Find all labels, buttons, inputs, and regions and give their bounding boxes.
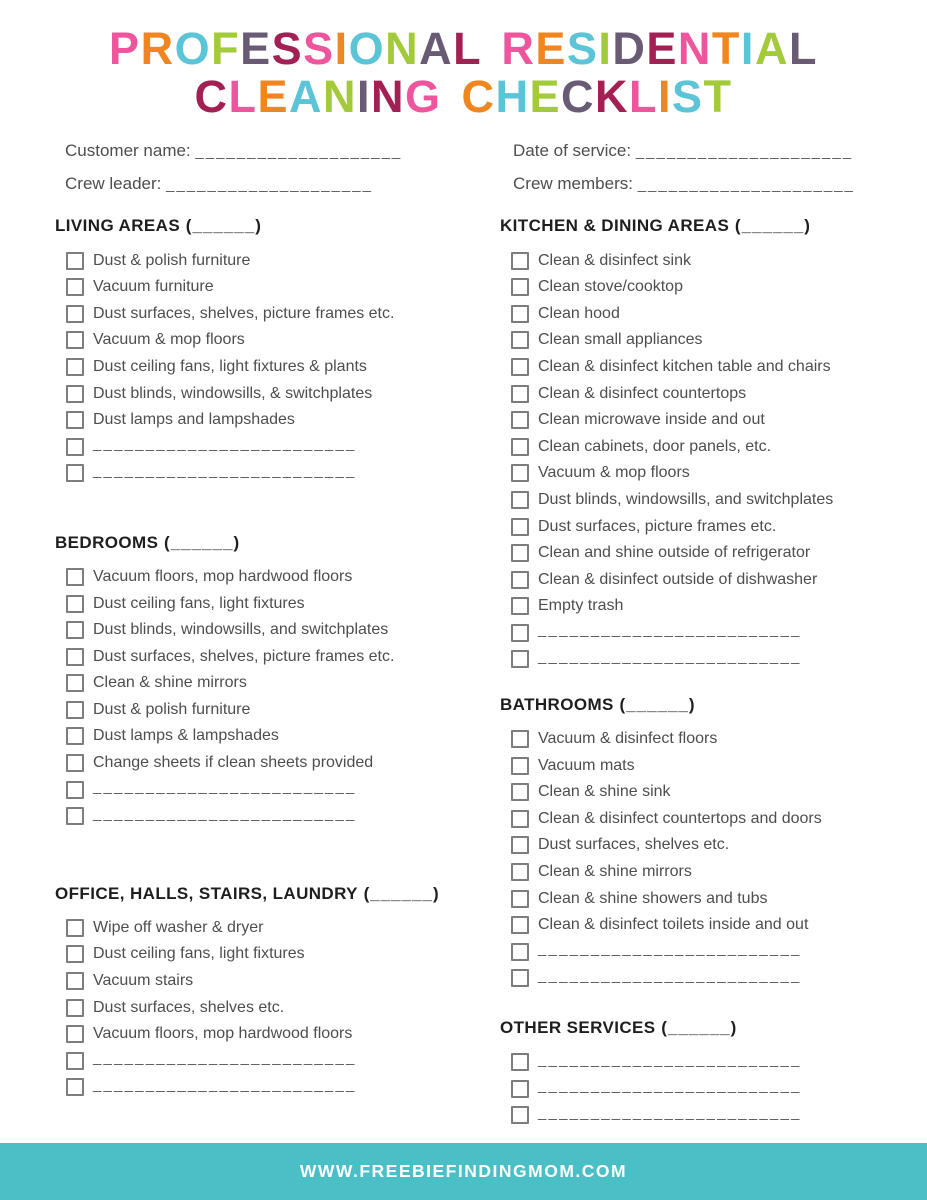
title-line-2	[0, 73, 927, 121]
checklist-item-label: Dust surfaces, shelves etc.	[538, 836, 730, 854]
title-letter: E	[646, 23, 678, 74]
crew-members-line[interactable]: _____________________	[637, 176, 855, 194]
section-heading-text: OFFICE, HALLS, STAIRS, LAUNDRY	[55, 883, 358, 903]
checklist-row	[55, 643, 500, 670]
section-heading	[55, 216, 500, 236]
checkbox[interactable]	[66, 754, 84, 772]
checkbox[interactable]	[66, 1078, 84, 1096]
title-letter: S	[303, 23, 335, 74]
checklist-item-label: Dust lamps and lampshades	[93, 411, 295, 429]
blank-line[interactable]: _________________________	[93, 804, 357, 822]
checklist-row	[500, 460, 927, 487]
checklist-row	[55, 274, 500, 301]
checklist-item-label: Vacuum mats	[538, 756, 635, 774]
section-heading	[500, 695, 927, 715]
checkbox[interactable]	[66, 568, 84, 586]
checklist-blank-row	[55, 460, 500, 487]
checkbox[interactable]	[511, 464, 529, 482]
checklist-row	[55, 407, 500, 434]
checkbox[interactable]	[511, 757, 529, 775]
checkbox[interactable]	[511, 491, 529, 509]
section-count-blank[interactable]: (______)	[613, 694, 696, 714]
title-letter: L	[629, 71, 659, 123]
checklist-item-label: Clean & shine showers and tubs	[538, 889, 768, 907]
checkbox[interactable]	[511, 597, 529, 615]
checkbox[interactable]	[511, 836, 529, 854]
checklist-blank-row	[500, 646, 927, 673]
title-letter: F	[211, 23, 241, 74]
checklist-blank-row	[500, 965, 927, 992]
checkbox[interactable]	[511, 1053, 529, 1071]
title-letter: O	[348, 23, 386, 74]
checkbox[interactable]	[511, 571, 529, 589]
blank-line[interactable]: _________________________	[538, 1050, 802, 1068]
right-column	[500, 216, 927, 1128]
checkbox[interactable]	[511, 783, 529, 801]
checklist-item-label: Change sheets if clean sheets provided	[93, 754, 374, 772]
checklist-item-label: Vacuum stairs	[93, 972, 194, 990]
checklist-row	[500, 247, 927, 274]
blank-line[interactable]: _________________________	[538, 940, 802, 958]
checklist-row	[500, 806, 927, 833]
checklist-row	[55, 994, 500, 1021]
checkbox[interactable]	[66, 252, 84, 270]
section	[500, 695, 927, 992]
checklist-row	[55, 590, 500, 617]
title-letter	[481, 23, 501, 74]
checkbox[interactable]	[511, 385, 529, 403]
checkbox[interactable]	[66, 727, 84, 745]
section-heading-text: BEDROOMS	[55, 532, 159, 552]
checkbox[interactable]	[511, 278, 529, 296]
title-letter: I	[334, 23, 349, 74]
checkbox[interactable]	[66, 999, 84, 1017]
checklist-row	[55, 941, 500, 968]
checkbox[interactable]	[66, 648, 84, 666]
title-letter: A	[419, 23, 454, 74]
title-letter: C	[194, 71, 229, 123]
date-of-service-label: Date of service:	[513, 141, 632, 161]
blank-line[interactable]: _________________________	[538, 1103, 802, 1121]
title-letter: H	[495, 71, 530, 123]
checklist-item-label: Clean & shine mirrors	[538, 863, 692, 881]
checklist-row	[55, 354, 500, 381]
section-count-blank[interactable]: (______)	[180, 216, 262, 236]
checklist-item-label: Empty trash	[538, 597, 624, 615]
title-letter: P	[109, 23, 141, 74]
checklist-item-label: Clean & disinfect countertops and doors	[538, 809, 822, 827]
checkbox[interactable]	[66, 701, 84, 719]
checklist-row	[500, 832, 927, 859]
checklist-item-label: Clean & shine mirrors	[93, 674, 247, 692]
blank-line[interactable]: _________________________	[538, 1077, 802, 1095]
checkbox[interactable]	[66, 945, 84, 963]
checklist-item-label: Dust blinds, windowsills, and switchplates	[538, 490, 834, 508]
checklist-row	[55, 380, 500, 407]
crew-members-label: Crew members:	[513, 174, 633, 194]
checkbox[interactable]	[66, 1052, 84, 1070]
title-letter: A	[288, 71, 323, 123]
blank-line[interactable]: _________________________	[538, 621, 802, 639]
checkbox[interactable]	[66, 1025, 84, 1043]
checkbox[interactable]	[66, 358, 84, 376]
checklist-item-label: Dust surfaces, shelves, picture frames etc.	[93, 304, 395, 322]
left-column	[55, 216, 500, 1128]
checkbox[interactable]	[66, 305, 84, 323]
checklist-item-label: Clean & disinfect sink	[538, 251, 691, 269]
crew-leader-label: Crew leader:	[65, 174, 162, 194]
title-letter: I	[356, 71, 371, 123]
checkbox[interactable]	[511, 810, 529, 828]
crew-leader-line[interactable]: ____________________	[166, 176, 373, 194]
title-letter: I	[740, 23, 755, 74]
checklist-item-label: Clean & disinfect kitchen table and chairs	[538, 357, 831, 375]
checkbox[interactable]	[511, 305, 529, 323]
checklist-item-label: Vacuum & mop floors	[538, 464, 690, 482]
checkbox[interactable]	[66, 807, 84, 825]
checklist-blank-row	[500, 620, 927, 647]
title-letter: N	[322, 71, 357, 123]
checkbox[interactable]	[66, 438, 84, 456]
title-letter: O	[174, 23, 212, 74]
section-heading-text: KITCHEN & DINING AREAS	[500, 216, 730, 236]
title-letter: E	[529, 71, 562, 123]
title-letter: I	[598, 23, 613, 74]
checkbox[interactable]	[511, 730, 529, 748]
title-line-1	[0, 25, 927, 73]
checkbox[interactable]	[66, 621, 84, 639]
title-letter: E	[240, 23, 272, 74]
title-letter: T	[703, 71, 733, 123]
checklist-item-label: Clean microwave inside and out	[538, 411, 765, 429]
checklist-row	[500, 540, 927, 567]
title-letter: L	[788, 23, 818, 74]
title-letter: D	[612, 23, 647, 74]
checklist-row	[500, 300, 927, 327]
checklist-row	[500, 885, 927, 912]
checklist-row	[500, 566, 927, 593]
checkbox[interactable]	[511, 252, 529, 270]
checklist-row	[55, 617, 500, 644]
checklist-item-label: Vacuum & disinfect floors	[538, 730, 718, 748]
checklist-item-label: Clean & disinfect countertops	[538, 384, 747, 402]
section	[500, 1018, 927, 1129]
checkbox[interactable]	[511, 544, 529, 562]
checklist-item-label: Dust ceiling fans, light fixtures	[93, 594, 305, 612]
checkbox[interactable]	[66, 674, 84, 692]
section-heading	[500, 216, 927, 236]
blank-line[interactable]: _________________________	[538, 647, 802, 665]
checklist-item-label: Dust ceiling fans, light fixtures & plants	[93, 357, 367, 375]
section	[55, 533, 500, 830]
checklist-row	[500, 407, 927, 434]
checkbox[interactable]	[66, 464, 84, 482]
checklist-item-label: Clean stove/cooktop	[538, 278, 683, 296]
checkbox[interactable]	[511, 916, 529, 934]
checkbox[interactable]	[511, 1106, 529, 1124]
checklist-item-label: Dust & polish furniture	[93, 251, 251, 269]
checklist-item-label: Clean hood	[538, 304, 620, 322]
title-letter: N	[370, 71, 405, 123]
checklist-row	[55, 300, 500, 327]
checklist-row	[55, 564, 500, 591]
checklist-blank-row	[500, 939, 927, 966]
crew-members-field	[513, 174, 927, 194]
checklist-row	[500, 274, 927, 301]
title-letter: R	[501, 23, 536, 74]
checklist-row	[55, 327, 500, 354]
checklist-row	[500, 487, 927, 514]
checklist-row	[500, 327, 927, 354]
checklist-item-label: Vacuum furniture	[93, 278, 214, 296]
section-heading-text: OTHER SERVICES	[500, 1017, 656, 1037]
checklist-item-label: Clean and shine outside of refrigerator	[538, 544, 811, 562]
checklist-item-label: Vacuum floors, mop hardwood floors	[93, 1025, 353, 1043]
checklist-row	[55, 697, 500, 724]
checkbox[interactable]	[511, 411, 529, 429]
section-count-blank[interactable]: (______)	[357, 883, 440, 903]
checklist-item-label: Clean cabinets, door panels, etc.	[538, 437, 772, 455]
checklist-row	[500, 726, 927, 753]
checkbox[interactable]	[511, 358, 529, 376]
checklist-row	[55, 247, 500, 274]
checkbox[interactable]	[66, 331, 84, 349]
section-count-blank[interactable]: (______)	[158, 532, 241, 552]
checkbox[interactable]	[511, 943, 529, 961]
checklist-row	[500, 354, 927, 381]
checkbox[interactable]	[66, 972, 84, 990]
checklist-row	[500, 380, 927, 407]
checkbox[interactable]	[66, 919, 84, 937]
checklist-blank-row	[55, 1074, 500, 1101]
checklist-item-label: Dust blinds, windowsills, & switchplates	[93, 384, 373, 402]
checklist-blank-row	[500, 1102, 927, 1129]
checkbox[interactable]	[511, 650, 529, 668]
checklist-row	[55, 968, 500, 995]
checklist-row	[500, 779, 927, 806]
checklist-row	[55, 1021, 500, 1048]
section-heading	[55, 533, 500, 553]
customer-name-label: Customer name:	[65, 141, 191, 161]
section	[500, 216, 927, 673]
section	[55, 216, 500, 486]
section-count-blank[interactable]: (______)	[655, 1017, 738, 1037]
title-letter: N	[677, 23, 712, 74]
checklist-row	[500, 433, 927, 460]
checklist-blank-row	[500, 1075, 927, 1102]
title-letter: E	[535, 23, 567, 74]
checkbox[interactable]	[511, 890, 529, 908]
section-heading	[55, 884, 500, 904]
blank-line[interactable]: _________________________	[93, 461, 357, 479]
checkbox[interactable]	[66, 411, 84, 429]
checklist-blank-row	[55, 776, 500, 803]
checklist-row	[500, 859, 927, 886]
section-heading-text: LIVING AREAS	[55, 216, 181, 236]
title-letter: N	[385, 23, 420, 74]
title-letter: L	[228, 71, 258, 123]
customer-name-field	[65, 141, 513, 161]
title-letter: A	[754, 23, 789, 74]
checklist-item-label: Dust surfaces, picture frames etc.	[538, 517, 777, 535]
title-letter: S	[271, 23, 304, 74]
title-letter: T	[711, 23, 741, 74]
blank-line[interactable]: _________________________	[93, 1075, 357, 1093]
blank-line[interactable]: _________________________	[93, 435, 357, 453]
checklist-row	[500, 752, 927, 779]
checklist-row	[500, 513, 927, 540]
checkbox[interactable]	[511, 624, 529, 642]
document-title	[0, 0, 927, 121]
title-letter: K	[595, 71, 630, 123]
section-heading-text: BATHROOMS	[500, 694, 614, 714]
checkbox[interactable]	[511, 438, 529, 456]
title-letter: S	[566, 23, 599, 74]
checklist-row	[500, 912, 927, 939]
checkbox[interactable]	[66, 385, 84, 403]
blank-line[interactable]: _________________________	[538, 966, 802, 984]
checklist-item-label: Dust blinds, windowsills, and switchplates	[93, 621, 389, 639]
crew-leader-field	[65, 174, 513, 194]
checkbox[interactable]	[511, 863, 529, 881]
title-letter: I	[658, 71, 673, 123]
checklist-item-label: Clean & disinfect toilets inside and out	[538, 916, 809, 934]
date-of-service-field	[513, 141, 927, 161]
checklist-item-label: Dust surfaces, shelves, picture frames etc.	[93, 647, 395, 665]
checklist-item-label: Clean & shine sink	[538, 783, 671, 801]
section-heading	[500, 1018, 927, 1038]
blank-line[interactable]: _________________________	[93, 778, 357, 796]
checklist-blank-row	[55, 803, 500, 830]
checkbox[interactable]	[511, 518, 529, 536]
checkbox[interactable]	[66, 278, 84, 296]
checklist-blank-row	[55, 1048, 500, 1075]
title-letter: L	[453, 23, 482, 74]
title-letter: C	[461, 71, 496, 123]
checkbox[interactable]	[511, 331, 529, 349]
checkbox[interactable]	[66, 781, 84, 799]
checkbox[interactable]	[66, 595, 84, 613]
checklist-item-label: Dust lamps & lampshades	[93, 727, 279, 745]
checklist-item-label: Dust surfaces, shelves etc.	[93, 998, 285, 1016]
blank-line[interactable]: _________________________	[93, 1049, 357, 1067]
checklist-columns	[55, 216, 927, 1128]
title-letter: S	[672, 71, 704, 123]
checklist-blank-row	[55, 433, 500, 460]
checklist-item-label: Clean small appliances	[538, 331, 703, 349]
checklist-item-label: Vacuum floors, mop hardwood floors	[93, 567, 353, 585]
checklist-item-label: Clean & disinfect outside of dishwasher	[538, 570, 818, 588]
customer-name-line[interactable]: ____________________	[195, 143, 403, 161]
checklist-item-label: Wipe off washer & dryer	[93, 918, 264, 936]
checklist-item-label: Dust ceiling fans, light fixtures	[93, 945, 305, 963]
checklist-row	[500, 593, 927, 620]
checkbox[interactable]	[511, 1080, 529, 1098]
title-letter: R	[140, 23, 175, 74]
website-url[interactable]: WWW.FREEBIEFINDINGMOM.COM	[299, 1161, 628, 1181]
checklist-row	[55, 670, 500, 697]
checkbox[interactable]	[511, 969, 529, 987]
checklist-row	[55, 750, 500, 777]
title-letter: G	[404, 71, 442, 123]
section	[55, 884, 500, 1101]
header-form	[65, 141, 927, 194]
date-of-service-line[interactable]: _____________________	[635, 143, 854, 161]
title-letter	[441, 71, 461, 122]
footer-bar	[0, 1143, 927, 1200]
checklist-item-label: Dust & polish furniture	[93, 700, 251, 718]
title-letter: C	[561, 71, 596, 123]
title-letter: E	[257, 71, 289, 123]
checklist-item-label: Vacuum & mop floors	[93, 331, 245, 349]
checklist-blank-row	[500, 1049, 927, 1076]
checklist-row	[55, 915, 500, 942]
section-count-blank[interactable]: (______)	[729, 216, 811, 236]
checklist-row	[55, 723, 500, 750]
